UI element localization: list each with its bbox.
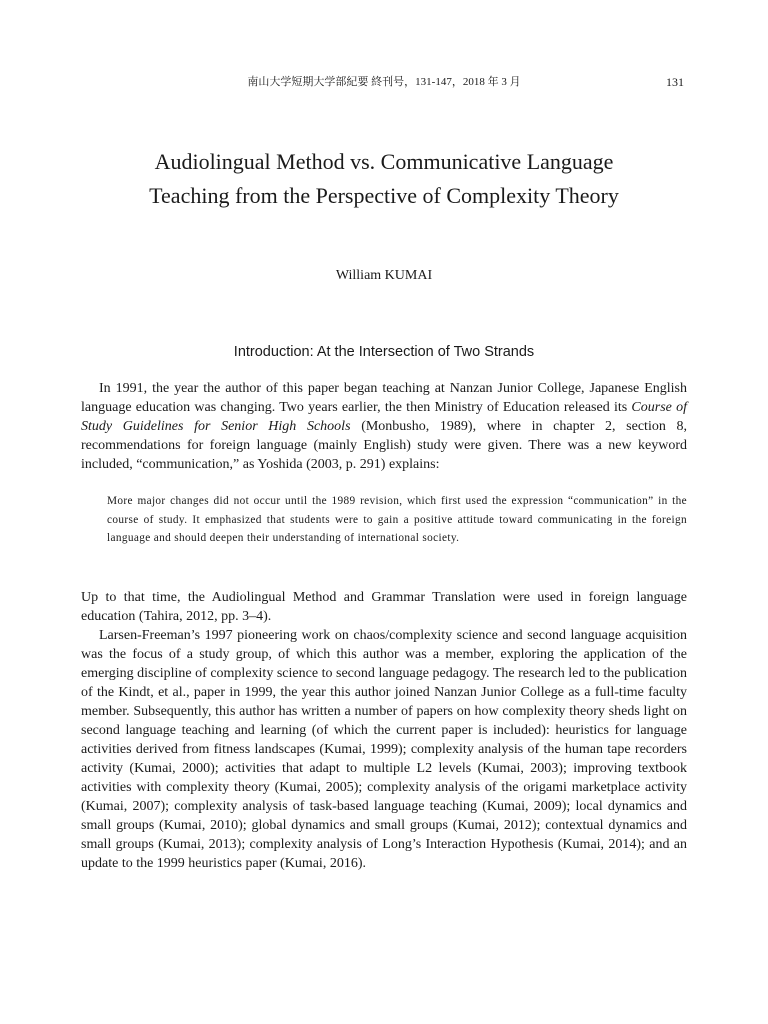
paragraph-intro-text-a: In 1991, the year the author of this paper began teaching at Nanzan Junior College, Japanese English language education was changing. Two years earlier, the then Ministry of Education released its: [81, 381, 687, 415]
paragraph-intro-text-b: (Monbusho, 1989), where in chapter 2, section 8, recommendations for foreign language (mainly English) study were given. There was a new keyword included, “communication,” as Yoshida (2003, p. 291) explains:: [81, 419, 687, 472]
journal-citation: 南山大学短期大学部紀要 終刊号，131-147，2018 年 3 月: [247, 76, 521, 88]
paragraph-intro: [81, 379, 687, 474]
title-line-1: Audiolingual Method vs. Communicative Language: [154, 149, 614, 174]
section-heading: Introduction: At the Intersection of Two Strands: [233, 344, 535, 360]
author-name: William KUMAI: [335, 268, 433, 283]
guidelines-title: Course of Study Guidelines for Senior High Schools: [81, 400, 687, 434]
paragraph-complexity: Larsen-Freeman’s 1997 pioneering work on chaos/complexity science and second language acquisition was the focus of a study group, of which this author was a member, exploring the application of the emerging discipline of complexity science to second language pedagogy. The research led to the publication of the Kindt, et al., paper in 1999, the year this author joined Nanzan Junior College as a full-time faculty member. Subsequently, this author has written a number of papers on how complexity theory sheds light on second language teaching and learning (of which the current paper is included): heuristics for language activities derived from fitness landscapes (Kumai, 1999); complexity analysis of the human tape recorders activity (Kumai, 2000); activities that adapt to multiple L2 levels (Kumai, 2003); improving textbook activities with complexity theory (Kumai, 2005); complexity analysis of the origami marketplace activity (Kumai, 2007); complexity analysis of task-based language teaching (Kumai, 2009); local dynamics and small groups (Kumai, 2010); global dynamics and small groups (Kumai, 2012); contextual dynamics and small groups (Kumai, 2013); complexity analysis of Long’s Interaction Hypothesis (Kumai, 2014); and an update to the 1999 heuristics paper (Kumai, 2016).: [81, 628, 687, 871]
running-head: [0, 72, 768, 92]
block-quote: More major changes did not occur until the 1989 revision, which first used the expression “communication” in the course of study. It emphasized that students were to gain a positive attitude toward communicating in the foreign language and should deepen their understanding of international society.: [107, 495, 687, 544]
page-number: 131: [666, 75, 684, 89]
paragraph-methods: Up to that time, the Audiolingual Method and Grammar Translation were used in foreign language education (Tahira, 2012, pp. 3–4).: [81, 590, 687, 624]
paper-title: [60, 145, 708, 213]
title-line-2: Teaching from the Perspective of Complexity Theory: [149, 183, 619, 208]
